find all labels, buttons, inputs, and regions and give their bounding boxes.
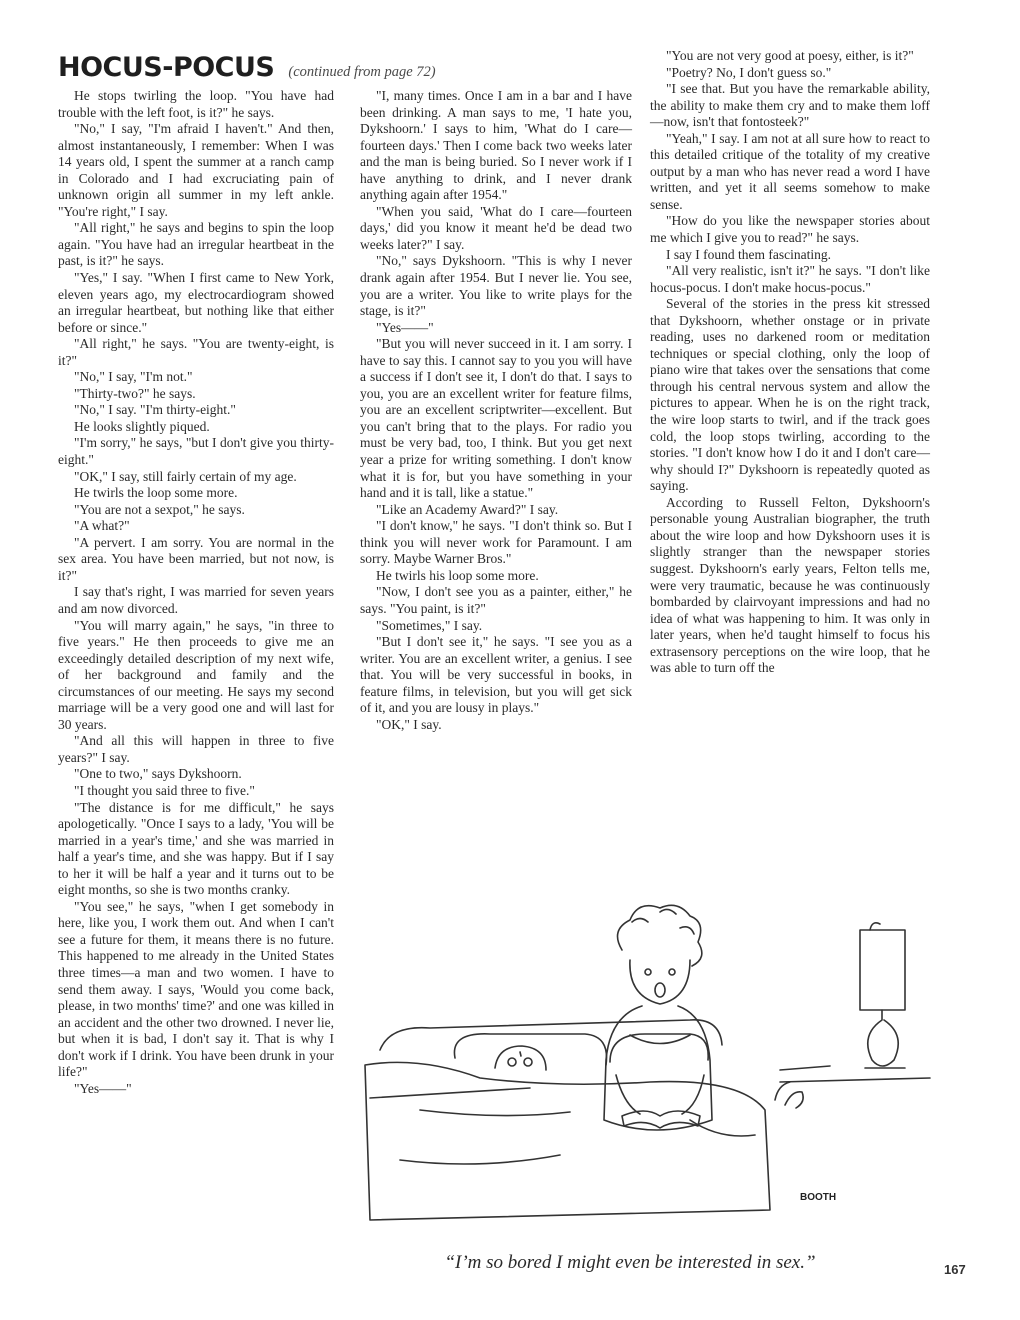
open-book [622, 1111, 700, 1128]
cartoon-caption: “I’m so bored I might even be interested in sex.” [444, 1252, 816, 1273]
paragraph: "You see," he says, "when I get somebody in here, like you, I work them out. And when I can't see a future for them, it means there is no future. This happened to me already in the United States three times—a man and two women. I have to send them away. I says, 'Would you come back, please, in two months' time?' and one was killed in an accident and the other two drowned. I never lie, but when it is bad, I don't say it. That is why I don't work if I drink. You have been drunk in your life?" [58, 898, 334, 1080]
paragraph: "And all this will happen in three to five years?" I say. [58, 733, 334, 765]
paragraph: Several of the stories in the press kit stressed that Dykshoorn, whether onstage or in private reading, uses no darkened room or meditation techniques or special clothing, only the loop of piano wire that takes over the sensations that come through his central nervous system and allow the pictures to appear. When he is on the right track, the wire loop starts to twirl, and if the track goes cold, the loop stops twirling, according to the stories. "I don't know how I do it and I don't care—why should I?" Dykshoorn is repeatedly quoted as saying. [650, 296, 930, 494]
paragraph: "When you said, 'What do I care—fourteen days,' did you know it meant he'd be dead two weeks later?" I say. [360, 203, 632, 252]
paragraph: "I thought you said three to five." [74, 782, 255, 798]
nightstand [780, 1066, 830, 1070]
paragraph: "A pervert. I am sorry. You are normal in the sex area. You have been married, but not now, is it?" [58, 534, 334, 583]
wall-line [370, 1078, 930, 1098]
article-title: HOCUS-POCUS [58, 52, 275, 83]
paragraph: He looks slightly piqued. [74, 418, 210, 434]
paragraph: "I don't know," he says. "I don't think so. But I think you will never work for Paramount. I am sorry. Maybe Warner Bros." [360, 518, 632, 567]
continued-note: (continued from page 72) [288, 64, 436, 80]
paragraph: "No," I say, "I'm afraid I haven't." And then, almost instantaneously, I remember: When I was 14 years old, I spent the summer at a ranch camp in Colorado and I had excruciating pain of unknown origin all summer in my left ankle. "You're right," I say. [58, 121, 334, 219]
paragraph: He stops twirling the loop. "You have had trouble with the left foot, is it?" he says. [58, 88, 334, 120]
bed-blanket [365, 1062, 770, 1220]
lamp-base [868, 1010, 898, 1066]
paragraph: "You are not very good at poesy, either, is it?" [666, 48, 914, 63]
paragraph: "How do you like the newspaper stories about me which I give you to read?" he says. [650, 213, 930, 246]
paragraph: "But I don't see it," he says. "I see you as a writer. You are an excellent writer, a genius. I see that. You will be very successful in books, in feature films, in television, but you will get sick of it, and you are lousy in plays." [360, 634, 632, 716]
paragraph: "Like an Academy Award?" I say. [376, 501, 559, 517]
paragraph: "Yes——" [376, 319, 434, 335]
paragraph: "But you will never succeed in it. I am sorry. I have to say this. I cannot say to you you will have a success if I don't see it, I don't do that. I says to you, you are an excellent writer for feature films, you are an excellent scriptwriter—excellent. But you can't bring that to the plays. For radio you must be very bad, too, I think. But you get next year a prize for writing something. I don't know what it is for, but you have something in your hand and it is tall, like a statue." [360, 336, 632, 501]
paragraph: "I'm sorry," he says, "but I don't give you thirty-eight." [58, 435, 334, 468]
text-column-3 [650, 48, 930, 677]
artist-signature: BOOTH [800, 1192, 837, 1203]
paragraph: "No," I say. "I'm thirty-eight." [74, 402, 236, 418]
headboard [380, 1020, 722, 1050]
cartoon-illustration [360, 820, 940, 1240]
paragraph: "All right," he says. "You are twenty-eight, is it?" [58, 336, 334, 368]
text-column-1 [58, 88, 334, 1097]
paragraph: "No," I say, "I'm not." [74, 369, 193, 385]
paragraph: "I see that. But you have the remarkable ability, the ability to make them cry and to make them loff—now, isn't that fontosteek?" [650, 81, 930, 130]
man-head [495, 1046, 546, 1070]
text-column-2 [360, 88, 632, 733]
paragraph: "You are not a sexpot," he says. [74, 501, 245, 517]
paragraph: "Poetry? No, I don't guess so." [666, 64, 832, 80]
paragraph: "Sometimes," I say. [376, 617, 483, 633]
paragraph: I say I found them fascinating. [666, 246, 831, 262]
page-number: 167 [944, 1262, 966, 1277]
paragraph: "Yes——" [74, 1080, 132, 1096]
paragraph: He twirls his loop some more. [376, 567, 539, 583]
paragraph: "OK," I say, still fairly certain of my age. [74, 468, 297, 484]
paragraph: "I, many times. Once I am in a bar and I have been drinking. A man says to me, 'I hate you, Dykshoorn.' I says to him, 'What do I care—fourteen days.' Then I come back two weeks later and the man is being buried. So I never work if I have anything to drink, and I never drank anything again after 1954." [360, 88, 632, 203]
paragraph: "OK," I say. [376, 716, 442, 732]
woman-hair [618, 905, 702, 966]
paragraph: "The distance is for me difficult," he says apologetically. "Once I says to a lady, 'You will be married in a year's time,' and she was married in half a year's time, and she was happy. But if I say to her it will be half a year and it turns out to be eight months, so she is two months cranky. [58, 799, 334, 898]
woman-body [604, 1006, 712, 1130]
paragraph: "Now, I don't see you as a painter, either," he says. "You paint, is it?" [360, 584, 632, 616]
paragraph: "You will marry again," he says, "in three to five years." He then proceeds to give me an exceedingly detailed description of my next wife, of her background and family and the circumstances of our meeting. He says my second marriage will be a very good one and will last for 30 years. [58, 617, 334, 732]
paragraph: "A what?" [74, 518, 130, 534]
paragraph: "All right," he says and begins to spin the loop again. "You have had an irregular heartbeat in the past, is it?" he says. [58, 220, 334, 269]
paragraph: "All very realistic, isn't it?" he says. "I don't like hocus-pocus. I don't make hocus-pocus." [650, 263, 930, 295]
paragraph: "Thirty-two?" he says. [74, 385, 196, 401]
paragraph: "No," says Dykshoorn. "This is why I never drank again after 1954. But I never lie. You see, you are a writer. You like to write plays for the stage, is it?" [360, 253, 632, 319]
paragraph: I say that's right, I was married for seven years and am now divorced. [58, 584, 334, 616]
paragraph: He twirls the loop some more. [74, 485, 238, 501]
paragraph: According to Russell Felton, Dykshoorn's personable young Australian biographer, the truth about the wire loop and how Dykshoorn uses it is slightly stranger than the newspaper stories suggest. Dykshoorn's early years, Felton tells me, were very traumatic, because he was continuously bombarded by clairvoyant impressions and had no idea of what was happening to him. It was only in later years, when he'd taught himself to focus his extrasensory perceptions on the wire loop, that he was able to turn off the [650, 494, 930, 676]
lamp-shade [860, 930, 905, 1010]
paragraph: "Yes," I say. "When I first came to New York, eleven years ago, my electrocardiogram showed an irregular heartbeat, but nothing like that either before or since." [58, 270, 334, 335]
paragraph: "One to two," says Dykshoorn. [74, 766, 242, 782]
paragraph: "Yeah," I say. I am not at all sure how to react to this detailed critique of the totality of my creative output by a man who has never read a word I have written, and yet it all seems somehow to make sense. [650, 130, 930, 212]
pillow-right [610, 1034, 708, 1062]
article-header [58, 52, 498, 86]
pillow-left [454, 1034, 606, 1065]
